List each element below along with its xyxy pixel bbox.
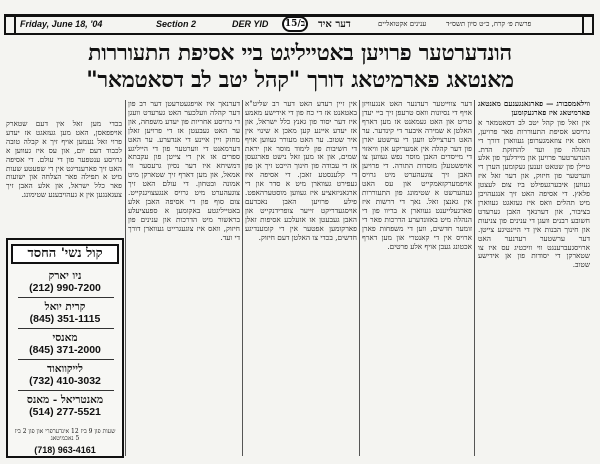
ad-phone: (845) 371-2000 [29, 344, 101, 356]
brand-hebrew: דער איד [318, 19, 351, 30]
section-label: Section 2 [156, 19, 197, 29]
headline-line-2: מאנטאג פארמיטאג דורך "קהל יטב לב דסאטמאר" [86, 67, 514, 93]
page-header [4, 14, 594, 36]
article-paragraph: אין זאל פון קהל יטב לב דסאטמאר א גרויסע אסיפת התעוררות פאר פרויען, וואס איז צוזאמגערופן געווארן דורך די הנהלה פון ועד להחזקת הדת. הונדערטער פרויען און מיידלעך פון אלע טיילן פון שטאט זענען געקומען הערן די ווערטער פון חיזוק, און דער זאל איז געווען איבערגעפילט ביז צום לעצטן פלאץ. די אסיפה האט זיך אנגעהויבן מיט תהלים וואס איז געזאגט געווארן בציבור, און דערנאך האבן גערעדט חשובע רבנים וועגן די ענינים פון צניעות און חינוך הבנות אין די היינטיגע צייטן. דער ערשטער רעדנער האט ארויסגעברענגט ווי וויכטיג עס איז צו שטארקן די יסודות פון אן אידישע שטוב. [478, 117, 590, 270]
ad-footer-phone: (718) 963-4161 [34, 445, 96, 455]
scroll-ornament-right [582, 17, 594, 33]
scroll-ornament-left [4, 17, 16, 33]
ad-entry [12, 363, 118, 387]
issue-date: Friday, June 18, '04 [20, 19, 103, 29]
article-paragraph: דער צווייטער רעדנער האט אנגעוויזן אויף די נסיונות וואס טרעפן זיך ביי יעדן טריט און האט געמאנט אז מען דארף האלטן א שמירה איבער די קינדער. ער האט דערציילט וועגן די ערשטע יארן פון דער קהלה אין אמעריקע און וויאזוי די מייסדים האבן מוסר נפש געווען צו אויפשטעלן מוסדות התורה. די פרויען האבן זיך צוגעהערט מיט גרויס אויפמערקזאמקייט און עס האט געהערשט א שטימונג פון התעוררות אין גאנצן זאל. נאך די דרשות איז פארגעלייענט געווארן א בריוו פון די הנהלה מיט באזונדערע הדרכות פאר די זומער חדשים, ווען די משפחות פארן ארויס אין די קאנטרי און מען דארף אכטונג געבן אויף אלע פרטים. [362, 100, 472, 251]
ad-divider [18, 390, 114, 391]
ad-phone: (732) 410-3032 [29, 375, 101, 387]
ad-city: מאנסי [52, 332, 78, 344]
ad-title: קול נשי' החסד [11, 244, 119, 264]
article-column-3 [245, 100, 357, 456]
ad-footer-text: שעות פון 9 ביז 12 אינדערפרי און פון 2 ביז 5 נאכמיטאג [14, 428, 116, 442]
article-headline [14, 40, 586, 94]
header-rule-bottom [4, 33, 594, 35]
ad-entry [12, 332, 118, 356]
column-divider [242, 100, 243, 456]
ad-phone: (845) 351-1115 [29, 313, 101, 325]
brand-latin: DER YID [232, 19, 269, 29]
section-hebrew-label: ענינים אקטואליים [378, 20, 427, 28]
ad-city: ניו יארק [48, 270, 82, 282]
article-column-2 [362, 100, 472, 456]
ad-divider [18, 297, 114, 298]
ad-city: קרית יואל [44, 301, 86, 313]
article-lead: ווילאמסבורג — פארגאנגענעם מאנטאג פארמיטאג איז פארגעקומען [478, 100, 590, 117]
column-divider [359, 100, 360, 456]
article-paragraph: דערנאך איז אויפגעטרעטן דער רב פון דער קהלה וועלכער האט גערעדט וועגן די גרויסע אחריות פון יעדע משפחה, און ער האט געבעטן אז די פרויען זאלן מחזק זיין איינע די אנדערע. ער האט דערמאנט די ווערטער פון די הייליגע ספרים אז אין די צייטן פון עקבתא דמשיחא איז דער נסיון גרעסער ווי אמאל, און מען דארף זיך שטארקן מיט אמונה ובטחון. די עולם האט זיך צוגעהערט מיט גרויס אנגעצויגנקייט. צום סוף פון די אסיפה האבן אלע באטייליגטע באקומען א ספעציעלע בראשור מיט הדרכות און ענינים פון חיזוק, וואס איז צוגעגרייט געווארן דורך די ועד. [128, 100, 240, 242]
ad-city: לייקוואוד [47, 363, 83, 375]
column-divider [125, 100, 126, 456]
column-divider [474, 100, 475, 456]
article-column-4 [128, 100, 240, 456]
article-paragraph: אין זיין רעדע האט דער רב שליט"א באטאנט אז די כח פון די אידישע מאמע איז דער יסוד פון גאנץ כלל ישראל, און אז יעדע איינע קען מאכן א שינוי אין איר שטוב. ער האט מעורר געווען אויף די חשיבות פון לימוד מוסר און יראת שמים, און אז מען זאל נישט פארגעסן אז די עבודה פון חינוך הייבט זיך אן פון די קלענסטע זאכן. די אסיפה איז געפירט געווארן מיט א סדר און די ארגאניזאציע איז געווען מוסטערהאפט. פילע פרויען האבן נאכדעם אויסגעדריקט זייער צופרידנקייט און האבן געבעטן אז אזעלכע אסיפות זאלן פארקומען אפטער אין די קומענדיגע חדשים, בכדי צו האלטן דעם חיזוק. [245, 100, 357, 242]
ad-entry [12, 394, 118, 418]
ad-divider [18, 359, 114, 360]
ad-divider [18, 328, 114, 329]
ad-entry [12, 270, 118, 294]
article-paragraph: בכדי מען זאל אין דעם שטארק אויפפאסן, האט מען געזאגט אז יעדע פרוי זאל נעמען אויף זיך א קבלה טובה לכבוד דעם יום, און עס איז געווען א גרויסע ענטפער פון די עולם. די אסיפה האט זיך פארענדיגט אין די שפעטע שעות מיט א תפילה פאר הצלחה און ישועות פאר כלל ישראל, און אלע האבן זיך צעגאנגען אין א געהויבענע שטימונג. [6, 120, 122, 200]
article-column-1 [478, 100, 590, 456]
headline-line-1: הונדערטער פרויען באטייליגט ביי אסיפת התעוררות [88, 40, 512, 66]
ad-phone: (212) 990-7200 [29, 282, 101, 294]
hebrew-date: פרשת פ׳ קרח, כ״ט סיון תשס״ד [446, 20, 532, 28]
hotline-ad [6, 238, 124, 458]
page-number: 15/ב [282, 16, 308, 32]
ad-phone: (514) 277-5521 [29, 406, 101, 418]
ad-entry [12, 301, 118, 325]
ad-city: מאנטריאל - מאנס [26, 394, 104, 406]
